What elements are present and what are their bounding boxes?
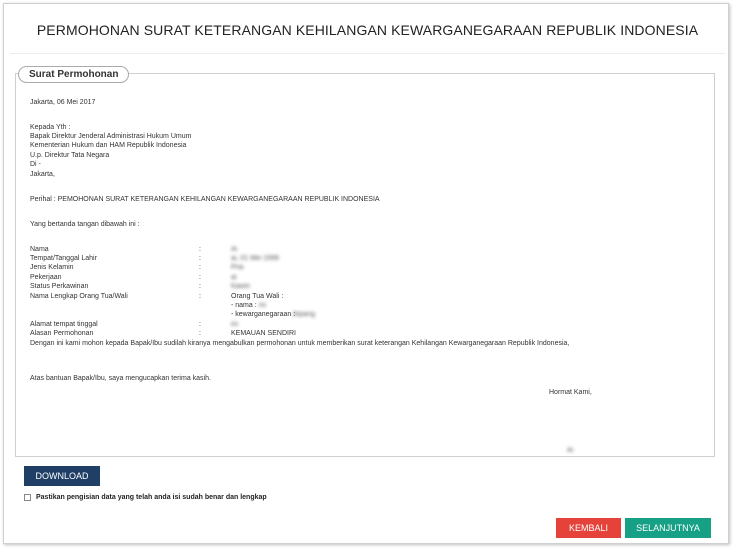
letter-subject: Perihal : PEMOHONAN SURAT KETERANGAN KEHILANGAN KEWARGANEGARAAN REPUBLIK INDONESIA: [30, 196, 380, 203]
field-label: Nama Lengkap Orang Tua/Wali: [30, 293, 128, 300]
field-colon: :: [199, 246, 201, 253]
field-value: KEMAUAN SENDIRI: [231, 330, 296, 337]
letter-closing: Atas bantuan Bapak/Ibu, saya mengucapkan terima kasih.: [30, 375, 211, 382]
field-label: Jenis Kelamin: [30, 264, 74, 271]
field-colon: :: [199, 283, 201, 290]
field-value: ini: [231, 321, 239, 328]
field-label: Alasan Permohonan: [30, 330, 94, 337]
page-title: PERMOHONAN SURAT KETERANGAN KEHILANGAN KEWARGANEGARAAN REPUBLIK INDONESIA: [36, 22, 699, 38]
confirm-label: Pastikan pengisian data yang telah anda isi sudah benar dan lengkap: [36, 494, 267, 501]
next-button[interactable]: SELANJUTNYA: [625, 518, 711, 538]
field-colon: :: [199, 274, 201, 281]
field-colon: :: [199, 321, 201, 328]
field-value: Pria: [231, 264, 244, 271]
confirm-checkbox[interactable]: [24, 494, 31, 501]
field-label: Tempat/Tanggal Lahir: [30, 255, 97, 262]
field-colon: :: [199, 264, 201, 271]
recipient-line: Kepada Yth :: [30, 124, 71, 131]
field-value: Kawin: [231, 283, 251, 290]
field-label: Nama: [30, 246, 49, 253]
letter-request: Dengan ini kami mohon kepada Bapak/Ibu sudilah kiranya mengabulkan permohonan untuk memberikan surat keterangan Kehilangan Kewarganegaraan Republik Indonesia,: [30, 340, 570, 347]
wali-kw-value: Jepang: [292, 311, 315, 318]
letter-intro: Yang bertanda tangan dibawah ini :: [30, 221, 140, 228]
field-colon: :: [199, 330, 201, 337]
divider: [10, 53, 725, 54]
download-button[interactable]: DOWNLOAD: [24, 466, 100, 486]
letter-signoff: Hormat Kami,: [549, 389, 592, 396]
recipient-line: Jakarta,: [30, 171, 55, 178]
back-button[interactable]: KEMBALI: [556, 518, 621, 538]
section-legend: Surat Permohonan: [18, 66, 129, 83]
recipient-line: Kementerian Hukum dan HAM Republik Indonesia: [30, 142, 187, 149]
letter-fieldset: [15, 73, 715, 457]
wali-kw-label: - kewarganegaraan :: [231, 311, 296, 318]
field-label: Alamat tempat tinggal: [30, 321, 98, 328]
field-label: Pekerjaan: [30, 274, 62, 281]
recipient-line: U.p. Direktur Tata Negara: [30, 152, 110, 159]
field-value: Orang Tua Wali :: [231, 293, 284, 300]
letter-date: Jakarta, 06 Mei 2017: [30, 99, 96, 106]
field-value: ai: [231, 274, 237, 281]
wali-nama-value: ini: [259, 302, 267, 309]
recipient-line: Di -: [30, 161, 41, 168]
field-value: ai, 01 Mei 1999: [231, 255, 279, 262]
field-label: Status Perkawinan: [30, 283, 89, 290]
field-colon: :: [199, 293, 201, 300]
recipient-line: Bapak Direktur Jenderal Administrasi Hukum Umum: [30, 133, 192, 140]
confirm-row[interactable]: [24, 494, 267, 501]
field-value: Ai: [231, 246, 238, 253]
signer-name: Ai: [567, 447, 574, 454]
field-colon: :: [199, 255, 201, 262]
wali-nama-label: - nama :: [231, 302, 257, 309]
